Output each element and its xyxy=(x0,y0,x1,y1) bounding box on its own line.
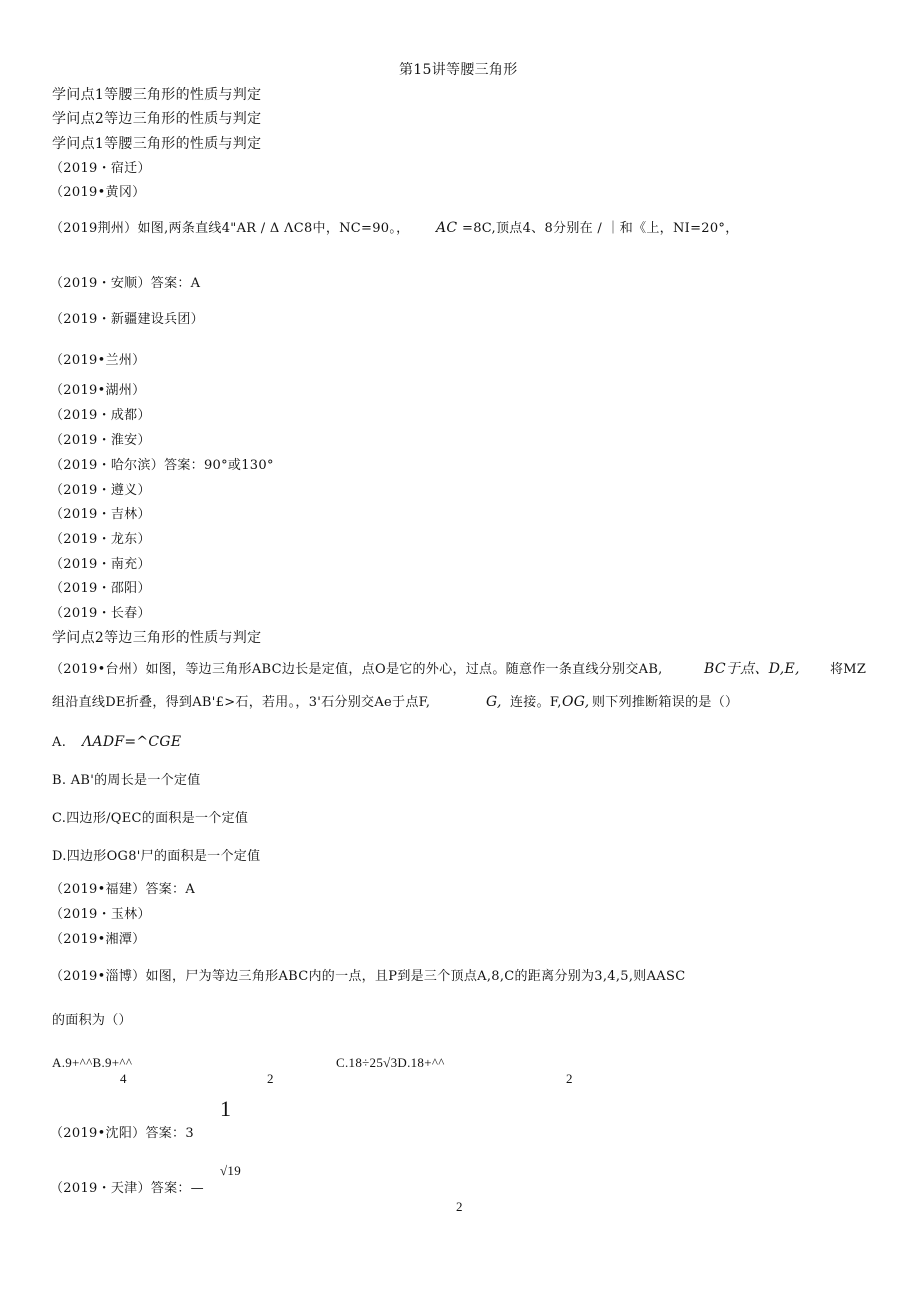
section-heading: 学问点1等腰三角形的性质与判定 xyxy=(52,87,262,103)
page-number: 2 xyxy=(456,1199,463,1214)
problem-line: （2019・吉林） xyxy=(50,507,151,522)
answer-line: （2019・哈尔滨）答案：90°或130° xyxy=(50,458,274,473)
problem-line: OG, xyxy=(562,694,590,710)
problem-line: （2019・宿迁） xyxy=(50,161,151,176)
answer-line: （2019・天津）答案：— xyxy=(50,1181,204,1196)
options-ab: A.9+^^B.9+^^ xyxy=(52,1055,133,1070)
problem-line: （2019•淄博）如图，尸为等边三角形ABC内的一点，且P到是三个顶点A,8,C的距离分别为3,4,5,则AASC xyxy=(50,969,686,984)
problem-line: =8C,顶点4、8分别在 / ｜和《上，NI=20°， xyxy=(462,221,739,236)
problem-line: （2019・长春） xyxy=(50,606,151,621)
problem-line: （2019・新疆建设兵团） xyxy=(50,312,204,327)
page-title: 第15讲等腰三角形 xyxy=(399,62,518,78)
problem-line: （2019・南充） xyxy=(50,557,151,572)
fraction-denominator: 2 xyxy=(566,1071,573,1086)
problem-line: （2019・遵义） xyxy=(50,483,151,498)
fraction-denominator: 2 xyxy=(267,1071,274,1086)
problem-line: 的面积为（） xyxy=(52,1013,132,1028)
problem-line: （2019・成都） xyxy=(50,408,151,423)
problem-line: G, xyxy=(486,694,502,710)
problem-line: AC xyxy=(436,220,458,236)
options-cd: C.18÷25√3D.18+^^ xyxy=(336,1055,445,1070)
fraction-denominator: 4 xyxy=(120,1071,127,1086)
problem-line: （2019・玉林） xyxy=(50,907,151,922)
problem-line: 组沿直线DE折叠，得到AB'£>石，若用。，3'石分别交Ae于点F, xyxy=(52,695,431,710)
option-c: C.四边形/QEC的面积是一个定值 xyxy=(52,811,249,826)
problem-line: 则下列推断箱误的是（） xyxy=(592,695,739,710)
option-b: B. AB'的周长是一个定值 xyxy=(52,773,201,788)
option-a-label: A. xyxy=(52,735,67,750)
section-heading: 学问点2等边三角形的性质与判定 xyxy=(52,111,262,127)
problem-line: （2019•湖州） xyxy=(50,383,146,398)
problem-line: （2019•黄冈） xyxy=(50,185,146,200)
problem-line: （2019・淮安） xyxy=(50,433,151,448)
problem-line: （2019・邵阳） xyxy=(50,581,151,596)
answer-line: （2019•沈阳）答案：3 xyxy=(50,1126,194,1141)
problem-line: （2019•台州）如图，等边三角形ABC边长是定值，点O是它的外心，过点。随意作一条直线分别交AB, xyxy=(50,662,663,677)
answer-line: （2019•福建）答案：A xyxy=(50,882,196,897)
fraction-numeral: 1 xyxy=(220,1096,232,1121)
problem-line: BC于点、D,E, xyxy=(704,661,800,677)
problem-line: （2019・龙东） xyxy=(50,532,151,547)
problem-line: （2019•兰州） xyxy=(50,353,146,368)
answer-line: （2019・安顺）答案：A xyxy=(50,276,201,291)
section-heading: 学问点1等腰三角形的性质与判定 xyxy=(52,136,262,152)
section-heading: 学问点2等边三角形的性质与判定 xyxy=(52,630,262,646)
problem-line: （2019•湘潭） xyxy=(50,932,146,947)
fraction-numerator: √19 xyxy=(220,1163,242,1178)
option-d: D.四边形OG8'尸的面积是一个定值 xyxy=(52,849,261,864)
problem-line: （2019荆州）如图,两条直线4"AR / Δ ΛC8中，NC=90。， xyxy=(50,221,410,236)
problem-line: 连接。F, xyxy=(510,695,562,710)
problem-line: 将MZ xyxy=(830,662,867,677)
option-a: ΛADF=^CGE xyxy=(82,734,182,750)
